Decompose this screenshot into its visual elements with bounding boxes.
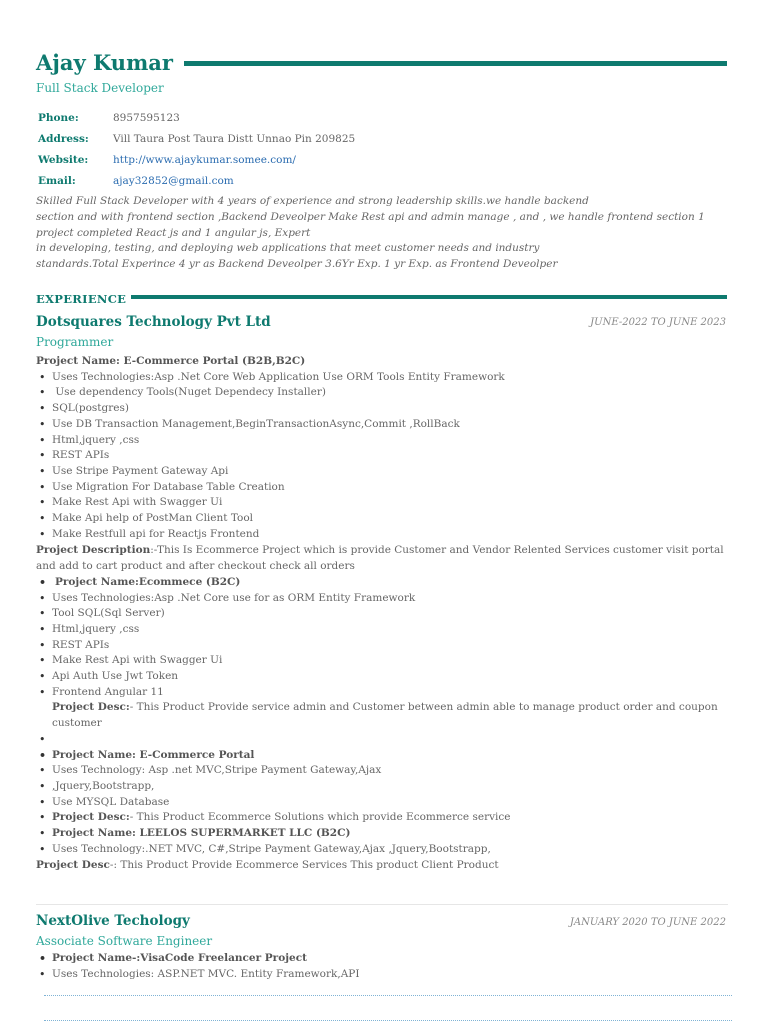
project-description: [36, 543, 728, 574]
company-name: Dotsquares Technology Pvt Ltd: [36, 314, 271, 330]
project-desc-text: :-This Is Ecommerce Project which is provide Customer and Vendor Relented Services customer visit portal and add to cart product and after checkout check all orders: [36, 544, 724, 573]
contact-label: Phone:: [38, 111, 79, 124]
empty-list-item: [36, 732, 728, 748]
section-title-experience: EXPERIENCE: [36, 292, 127, 306]
list-item: • Uses Technologies:Asp .Net Core use for as ORM Entity Framework: [36, 591, 728, 607]
contact-website: [38, 149, 355, 170]
list-item: • Tool SQL(Sql Server): [36, 606, 728, 622]
candidate-role: Full Stack Developer: [36, 81, 164, 95]
contact-label: Email:: [38, 174, 76, 187]
project-description: [36, 858, 728, 874]
job-role: Associate Software Engineer: [36, 934, 213, 948]
project-desc-label: Project Description: [36, 544, 151, 557]
section-divider: [131, 295, 727, 299]
project-desc-label: Project Desc:: [52, 701, 130, 714]
summary-line: project completed React js and 1 angular js, Expert: [36, 226, 311, 239]
list-item: • Uses Technologies: ASP.NET MVC. Entity Framework,API: [36, 967, 728, 983]
project-desc-text: - This Product Ecommerce Solutions which provide Ecommerce service: [129, 811, 511, 824]
job-details: [36, 354, 728, 874]
list-item: • Uses Technology: Asp .net MVC,Stripe Payment Gateway,Ajax: [36, 763, 728, 779]
phone-value: 8957595123: [113, 111, 180, 124]
list-item: • REST APIs: [36, 448, 728, 464]
job-date: JUNE-2022 TO JUNE 2023: [590, 317, 726, 328]
contact-label: Website:: [38, 153, 89, 166]
project-desc-text: -: This Product Provide Ecommerce Services This product Client Product: [109, 859, 499, 872]
list-item: • Make Api help of PostMan Client Tool: [36, 511, 728, 527]
project-name: • Project Name-:VisaCode Freelancer Project: [36, 951, 728, 967]
list-item: • ,Jquery,Bootstrapp,: [36, 779, 728, 795]
list-item: • Html,jquery ,css: [36, 433, 728, 449]
list-item: • Frontend Angular 11: [36, 685, 728, 701]
list-item: • Make Rest Api with Swagger Ui: [36, 653, 728, 669]
project-name-label: Project Name: [52, 827, 133, 840]
project3-list: [36, 732, 728, 858]
list-item: • Html,jquery ,css: [36, 622, 728, 638]
list-item: • Use dependency Tools(Nuget Dependecy Installer): [36, 385, 728, 401]
project-name-value: : LEELOS SUPERMARKET LLC (B2C): [132, 827, 351, 840]
project-name: Project Name: E-Commerce Portal (B2B,B2C): [36, 355, 306, 367]
website-link[interactable]: http://www.ajaykumar.somee.com/: [113, 153, 296, 166]
profile-summary: [36, 194, 736, 273]
summary-line: in developing, testing, and deploying web applications that meet customer needs and industry: [36, 242, 540, 255]
list-item: • Make Rest Api with Swagger Ui: [36, 495, 728, 511]
list-item: • Make Restfull api for Reactjs Frontend: [36, 527, 728, 543]
list-item: • Uses Technology:.NET MVC, C#,Stripe Payment Gateway,Ajax ,Jquery,Bootstrapp,: [36, 842, 728, 858]
contact-phone: [38, 107, 355, 128]
job-divider: [36, 904, 728, 905]
list-item: [36, 826, 728, 842]
project-name: • Project Name: E-Commerce Portal: [36, 748, 728, 764]
summary-line: section and with frontend section ,Backend Deveolper Make Rest api and admin manage , and , we handle frontend section 1: [36, 210, 705, 223]
address-value: Vill Taura Post Taura Distt Unnao Pin 209825: [113, 132, 356, 145]
list-item: • Use Migration For Database Table Creation: [36, 480, 728, 496]
project-tech-list: [36, 951, 728, 982]
project-desc-label: Project Desc:: [52, 811, 130, 824]
project-name: • Project Name:Ecommece (B2C): [36, 575, 728, 591]
project-description: [36, 700, 728, 731]
contact-list: [38, 107, 355, 191]
list-item: • Use MYSQL Database: [36, 795, 728, 811]
project-desc-label: Project Desc: [36, 859, 110, 872]
dotted-divider: [44, 1020, 732, 1021]
contact-email: [38, 170, 355, 191]
company-name: NextOlive Techology: [36, 913, 190, 929]
list-item: [36, 810, 728, 826]
summary-line: standards.Total Experince 4 yr as Backend Deveolper 3.6Yr Exp. 1 yr Exp. as Frontend Deveolper: [36, 258, 558, 271]
list-item: • Use Stripe Payment Gateway Api: [36, 464, 728, 480]
project2-list: [36, 575, 728, 701]
list-item: • REST APIs: [36, 638, 728, 654]
job-role: Programmer: [36, 335, 114, 349]
list-item: • SQL(postgres): [36, 401, 728, 417]
project-tech-list: [36, 370, 728, 543]
list-item: • Uses Technologies:Asp .Net Core Web Application Use ORM Tools Entity Framework: [36, 370, 728, 386]
list-item: • Use DB Transaction Management,BeginTransactionAsync,Commit ,RollBack: [36, 417, 728, 433]
summary-line: Skilled Full Stack Developer with 4 years of experience and strong leadership skills.we handle backend: [36, 195, 589, 207]
contact-label: Address:: [38, 132, 89, 145]
list-item: • Api Auth Use Jwt Token: [36, 669, 728, 685]
project-desc-text: - This Product Provide service admin and Customer between admin able to manage product order and coupon customer: [52, 701, 718, 730]
name-divider: [184, 61, 727, 66]
contact-address: [38, 128, 355, 149]
dotted-divider: [44, 995, 732, 996]
job-details: [36, 951, 728, 982]
email-link[interactable]: ajay32852@gmail.com: [113, 174, 234, 187]
job-date: JANUARY 2020 TO JUNE 2022: [569, 917, 726, 928]
candidate-name: Ajay Kumar: [36, 50, 173, 75]
